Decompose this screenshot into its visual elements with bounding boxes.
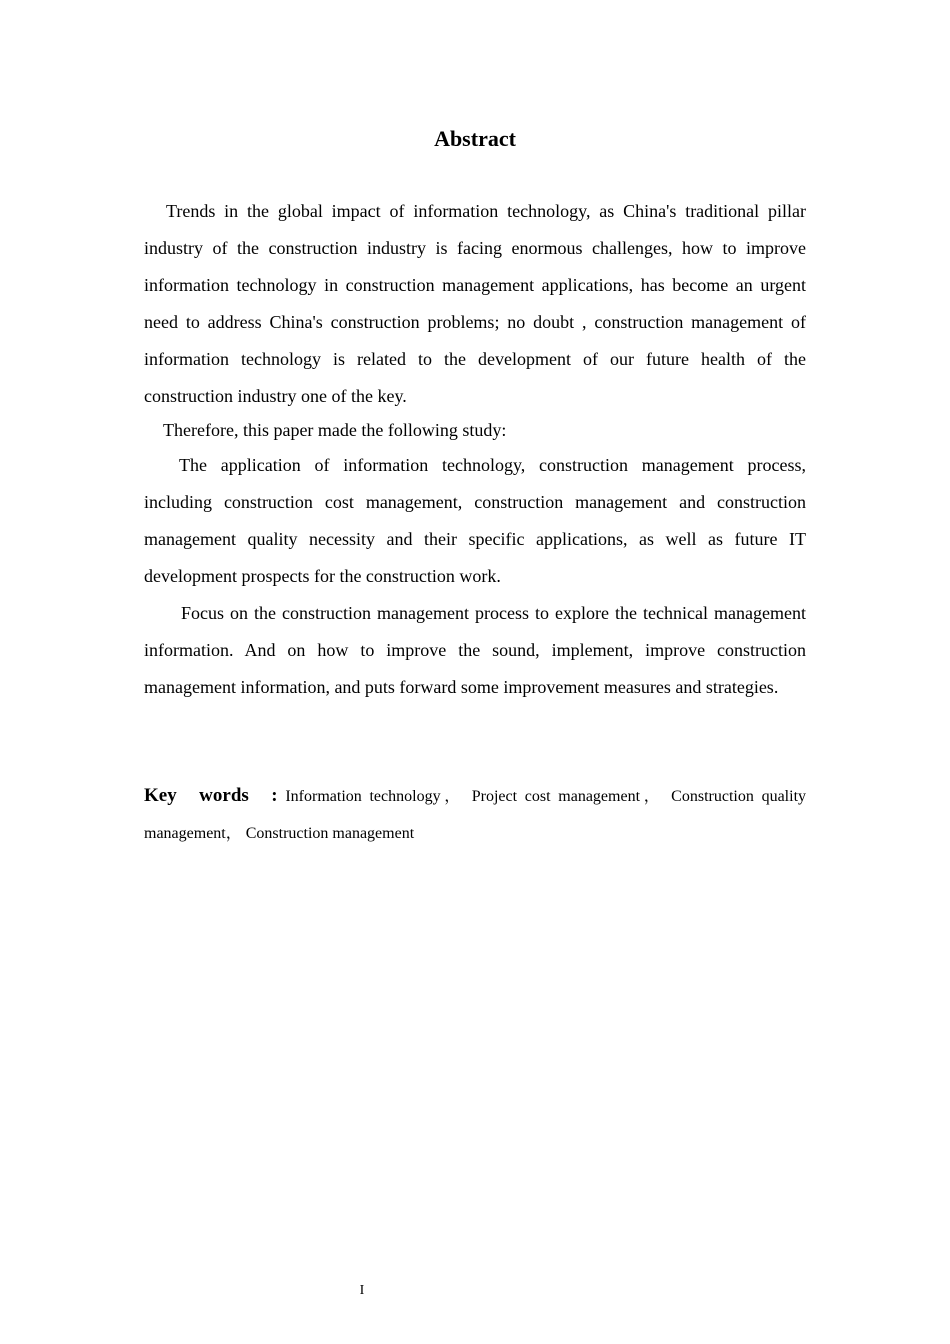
keywords-section bbox=[144, 777, 806, 852]
keywords-list: Information technology， Project cost management， Construction quality management， Construction management bbox=[144, 788, 807, 842]
paragraph-focus: Focus on the construction management process to explore the technical management information. And on how to improve the sound, implement, improve construction management information, and puts forward some improvement measures and strategies. bbox=[144, 603, 806, 697]
keywords-label: Key words : bbox=[144, 785, 278, 806]
abstract-body bbox=[144, 193, 806, 706]
page-title: Abstract bbox=[434, 126, 516, 151]
page-number: I bbox=[359, 1283, 365, 1298]
paragraph-intro: Trends in the global impact of information technology, as China's traditional pillar industry of the construction industry is facing enormous challenges, how to improve information technology in construction management applications, has become an urgent need to address China's construction problems; no doubt , construction management of information technology is related to the development of our future health of the construction industry one of the key. bbox=[144, 201, 806, 406]
paragraph-study-lead: Therefore, this paper made the following study: bbox=[163, 420, 507, 440]
paragraph-application: The application of information technology, construction management process, including construction cost management, construction management and construction management quality necessity and their specific applications, as well as future IT development prospects for the construction work. bbox=[144, 455, 806, 586]
